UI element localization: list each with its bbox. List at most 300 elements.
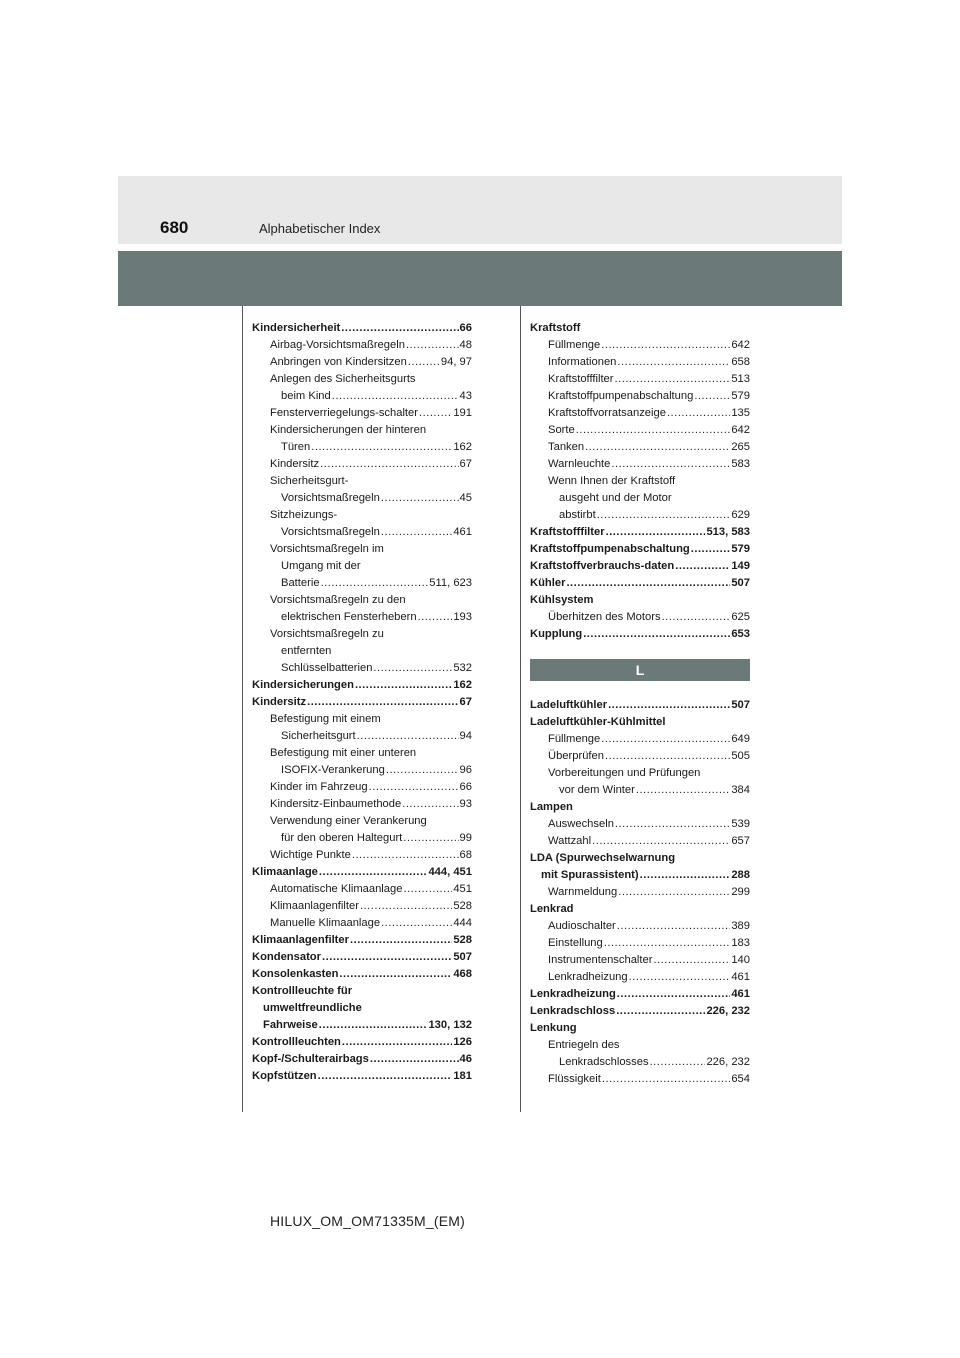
page-reference: 66 <box>459 781 472 793</box>
index-sub-entry <box>252 660 472 677</box>
page-reference: 68 <box>459 849 472 861</box>
dot-leader <box>604 935 731 952</box>
dot-leader <box>403 881 452 898</box>
index-term: umweltfreundliche <box>263 1002 362 1014</box>
index-main-entry <box>530 697 750 714</box>
index-sub-entry <box>252 337 472 354</box>
dot-leader <box>408 354 440 371</box>
index-main-entry <box>530 901 750 918</box>
index-sub-entry <box>252 779 472 796</box>
index-term: Überhitzen des Motors <box>548 611 661 623</box>
page-reference: 67 <box>459 458 472 470</box>
left-column-rule <box>242 306 243 1112</box>
dot-leader <box>357 728 459 745</box>
page-reference: 461 <box>731 971 750 983</box>
index-sub-entry <box>530 388 750 405</box>
dot-leader <box>322 949 452 966</box>
page-reference: 642 <box>731 424 750 436</box>
index-sub-entry <box>530 816 750 833</box>
index-term: Instrumentenschalter <box>548 954 653 966</box>
index-sub-entry <box>530 422 750 439</box>
page-reference: 384 <box>731 784 750 796</box>
index-sub-entry <box>252 592 472 609</box>
dot-leader <box>381 915 452 932</box>
dot-leader <box>629 969 731 986</box>
page-reference: 468 <box>453 968 472 980</box>
index-main-entry <box>530 867 750 884</box>
page-reference: 45 <box>459 492 472 504</box>
index-term: Batterie <box>281 577 320 589</box>
page-reference: 511, 623 <box>429 577 472 589</box>
dot-leader <box>605 748 730 765</box>
index-term: Kopf-/Schulterairbags <box>252 1053 369 1065</box>
index-sub-entry <box>252 609 472 626</box>
dot-leader <box>373 660 452 677</box>
index-main-entry <box>530 1003 750 1020</box>
index-sub-entry <box>252 405 472 422</box>
page-reference: 46 <box>459 1053 472 1065</box>
dot-leader <box>369 779 459 796</box>
index-sub-entry <box>530 918 750 935</box>
page-reference: 140 <box>731 954 750 966</box>
index-term: Wattzahl <box>548 835 592 847</box>
dot-leader <box>667 405 730 422</box>
page-reference: 66 <box>459 322 472 334</box>
page-reference: 579 <box>731 390 750 402</box>
index-term: Lenkradschlosses <box>559 1056 649 1068</box>
index-sub-entry <box>530 405 750 422</box>
dot-leader <box>355 677 452 694</box>
index-term: Kindersitz <box>270 458 320 470</box>
index-term: Befestigung mit einem <box>270 713 381 725</box>
page-reference: 444, 451 <box>428 866 472 878</box>
index-term: Fahrweise <box>263 1019 318 1031</box>
dot-leader <box>617 918 731 935</box>
page-reference: 48 <box>459 339 472 351</box>
dot-leader <box>318 1068 453 1085</box>
dot-leader <box>662 609 731 626</box>
index-column-left <box>252 320 472 1085</box>
dot-leader <box>307 694 458 711</box>
index-sub-entry <box>530 1037 750 1054</box>
page-reference: 629 <box>731 509 750 521</box>
index-term: Auswechseln <box>548 818 614 830</box>
index-column-right <box>530 320 750 1088</box>
index-main-entry <box>530 575 750 592</box>
index-sub-entry <box>252 473 472 490</box>
index-main-entry <box>252 983 472 1000</box>
index-term: Lenkradschloss <box>530 1005 616 1017</box>
page-reference: 43 <box>459 390 472 402</box>
index-main-entry <box>252 1000 472 1017</box>
index-term: Kontrollleuchte für <box>252 985 353 997</box>
dot-leader <box>606 524 706 541</box>
index-term: Automatische Klimaanlage <box>270 883 403 895</box>
dot-leader <box>615 816 730 833</box>
index-term: Sitzheizungs- <box>270 509 338 521</box>
index-main-entry <box>252 1051 472 1068</box>
index-sub-entry <box>252 490 472 507</box>
page-reference: 657 <box>731 835 750 847</box>
index-term: vor dem Winter <box>559 784 635 796</box>
index-main-entry <box>530 986 750 1003</box>
index-main-entry <box>530 524 750 541</box>
index-term: für den oberen Haltegurt <box>281 832 403 844</box>
dot-leader <box>332 388 459 405</box>
index-sub-entry <box>530 952 750 969</box>
index-term: entfernten <box>281 645 332 657</box>
dot-leader <box>675 558 730 575</box>
index-sub-entry <box>530 337 750 354</box>
dot-leader <box>694 388 730 405</box>
page-reference: 288 <box>731 869 750 881</box>
index-sub-entry <box>252 796 472 813</box>
header-band <box>118 176 842 244</box>
dot-leader <box>691 541 731 558</box>
index-term: Lenkung <box>530 1022 577 1034</box>
index-term: Füllmenge <box>548 733 601 745</box>
dot-leader <box>601 337 730 354</box>
index-sub-entry <box>252 711 472 728</box>
index-term: Ladeluftkühler <box>530 699 608 711</box>
page-reference: 99 <box>459 832 472 844</box>
page-reference: 625 <box>731 611 750 623</box>
dot-leader <box>406 337 459 354</box>
page-reference: 513 <box>731 373 750 385</box>
page-reference: 583 <box>731 458 750 470</box>
index-sub-entry <box>252 830 472 847</box>
index-term: Kindersicherungen <box>252 679 354 691</box>
index-term: Sicherheitsgurt <box>281 730 356 742</box>
index-main-entry <box>252 320 472 337</box>
page-reference: 505 <box>731 750 750 762</box>
index-term: Kondensator <box>252 951 321 963</box>
dot-leader <box>339 966 452 983</box>
index-term: Lenkradheizung <box>530 988 616 1000</box>
index-term: Anlegen des Sicherheitsgurts <box>270 373 416 385</box>
index-term: Sorte <box>548 424 575 436</box>
index-term: Vorsichtsmaßregeln <box>281 492 380 504</box>
page-reference: 579 <box>731 543 750 555</box>
index-term: Lampen <box>530 801 573 813</box>
dot-leader <box>320 456 458 473</box>
page-reference: 226, 232 <box>706 1056 750 1068</box>
index-sub-entry <box>252 524 472 541</box>
page-reference: 162 <box>453 441 472 453</box>
index-sub-entry <box>530 833 750 850</box>
index-term: Vorsichtsmaßregeln zu <box>270 628 384 640</box>
index-term: Flüssigkeit <box>548 1073 601 1085</box>
dot-leader <box>650 1054 706 1071</box>
page-reference: 532 <box>453 662 472 674</box>
index-term: Vorsichtsmaßregeln zu den <box>270 594 406 606</box>
index-sub-entry <box>530 507 750 524</box>
dot-leader <box>592 833 730 850</box>
index-term: Lenkrad <box>530 903 574 915</box>
index-term: Füllmenge <box>548 339 601 351</box>
index-term: LDA (Spurwechselwarnung <box>530 852 676 864</box>
index-term: Kraftstoff <box>530 322 581 334</box>
index-main-entry <box>530 1020 750 1037</box>
index-sub-entry <box>252 388 472 405</box>
page-reference: 94, 97 <box>440 356 472 368</box>
index-sub-entry <box>252 456 472 473</box>
page-reference: 653 <box>731 628 750 640</box>
index-term: Ladeluftkühler-Kühlmittel <box>530 716 666 728</box>
dot-leader <box>611 456 730 473</box>
page-reference: 130, 132 <box>428 1019 472 1031</box>
index-sub-entry <box>530 371 750 388</box>
page-reference: 126 <box>453 1036 472 1048</box>
dot-leader <box>597 507 731 524</box>
index-main-entry <box>252 1034 472 1051</box>
page-reference: 642 <box>731 339 750 351</box>
index-term: Kindersitz-Einbaumethode <box>270 798 402 810</box>
page-reference: 135 <box>731 407 750 419</box>
dot-leader <box>608 697 730 714</box>
index-sub-entry <box>252 898 472 915</box>
index-main-entry <box>252 864 472 881</box>
dot-leader <box>360 898 452 915</box>
index-term: Informationen <box>548 356 617 368</box>
page-reference: 96 <box>459 764 472 776</box>
dot-leader <box>370 1051 459 1068</box>
index-sub-entry <box>252 626 472 643</box>
page-reference: 451 <box>453 883 472 895</box>
index-term: Warnmeldung <box>548 886 618 898</box>
index-sub-entry <box>252 354 472 371</box>
index-term: Audioschalter <box>548 920 616 932</box>
index-sub-entry <box>530 731 750 748</box>
page-reference: 507 <box>453 951 472 963</box>
index-term: Kindersitz <box>252 696 307 708</box>
page-reference: 649 <box>731 733 750 745</box>
page-reference: 181 <box>453 1070 472 1082</box>
index-term: Kühler <box>530 577 566 589</box>
dot-leader <box>418 609 453 626</box>
page-reference: 507 <box>731 577 750 589</box>
index-main-entry <box>252 1017 472 1034</box>
index-sub-entry <box>252 371 472 388</box>
index-term: Kindersicherheit <box>252 322 341 334</box>
index-main-entry <box>530 558 750 575</box>
right-column-rule <box>520 306 521 1112</box>
dot-leader <box>352 847 459 864</box>
dot-leader <box>615 371 731 388</box>
dot-leader <box>636 782 730 799</box>
page-reference: 93 <box>459 798 472 810</box>
index-term: Kinder im Fahrzeug <box>270 781 368 793</box>
dot-leader <box>617 354 730 371</box>
index-main-entry <box>530 850 750 867</box>
index-term: Kühlsystem <box>530 594 594 606</box>
dot-leader <box>585 439 730 456</box>
index-sub-entry <box>252 847 472 864</box>
index-term: Kontrollleuchten <box>252 1036 341 1048</box>
index-term: Schlüsselbatterien <box>281 662 373 674</box>
index-sub-entry <box>530 490 750 507</box>
index-term: Klimaanlage <box>252 866 318 878</box>
page-reference: 265 <box>731 441 750 453</box>
page-reference: 94 <box>459 730 472 742</box>
dot-leader <box>321 575 429 592</box>
index-sub-entry <box>252 575 472 592</box>
index-sub-entry <box>252 541 472 558</box>
page-reference: 193 <box>453 611 472 623</box>
index-sub-entry <box>252 422 472 439</box>
page-reference: 299 <box>731 886 750 898</box>
dot-leader <box>576 422 731 439</box>
page-reference: 528 <box>453 900 472 912</box>
page-number: 680 <box>160 218 189 237</box>
index-term: Kraftstoffverbrauchs-daten <box>530 560 675 572</box>
page-reference: 191 <box>453 407 472 419</box>
dot-leader <box>341 320 458 337</box>
page-reference: 67 <box>459 696 472 708</box>
index-sub-entry <box>530 969 750 986</box>
index-term: Klimaanlagenfilter <box>270 900 359 912</box>
index-term: Entriegeln des <box>548 1039 620 1051</box>
index-main-entry <box>252 966 472 983</box>
title-bar <box>118 251 842 306</box>
dot-leader <box>419 405 452 422</box>
index-term: Verwendung einer Verankerung <box>270 815 427 827</box>
page-reference: 528 <box>453 934 472 946</box>
dot-leader <box>640 867 731 884</box>
dot-leader <box>583 626 730 643</box>
index-term: abstirbt <box>559 509 596 521</box>
index-term: beim Kind <box>281 390 331 402</box>
index-sub-entry <box>530 1054 750 1071</box>
index-main-entry <box>252 1068 472 1085</box>
dot-leader <box>342 1034 452 1051</box>
page-reference: 183 <box>731 937 750 949</box>
index-main-entry <box>530 799 750 816</box>
index-sub-entry <box>530 456 750 473</box>
index-term: Überprüfen <box>548 750 604 762</box>
index-sub-entry <box>252 728 472 745</box>
index-sub-entry <box>252 507 472 524</box>
index-term: Vorsichtsmaßregeln <box>281 526 380 538</box>
dot-leader <box>350 932 452 949</box>
index-main-entry <box>252 694 472 711</box>
index-sub-entry <box>530 609 750 626</box>
dot-leader <box>601 731 730 748</box>
index-sub-entry <box>530 765 750 782</box>
page-reference: 149 <box>731 560 750 572</box>
index-sub-entry <box>252 558 472 575</box>
index-sub-entry <box>530 884 750 901</box>
index-main-entry <box>252 677 472 694</box>
page-reference: 461 <box>731 988 750 1000</box>
index-sub-entry <box>252 813 472 830</box>
index-term: Kupplung <box>530 628 583 640</box>
index-term: Tanken <box>548 441 585 453</box>
dot-leader <box>402 796 458 813</box>
index-term: Lenkradheizung <box>548 971 628 983</box>
index-main-entry <box>530 592 750 609</box>
index-sub-entry <box>530 935 750 952</box>
index-sub-entry <box>252 643 472 660</box>
page-reference: 513, 583 <box>706 526 750 538</box>
index-main-entry <box>530 714 750 731</box>
dot-leader <box>381 524 452 541</box>
index-term: Anbringen von Kindersitzen <box>270 356 407 368</box>
page-reference: 389 <box>731 920 750 932</box>
dot-leader <box>602 1071 730 1088</box>
index-term: Manuelle Klimaanlage <box>270 917 381 929</box>
index-term: Sicherheitsgurt- <box>270 475 349 487</box>
dot-leader <box>616 1003 705 1020</box>
index-sub-entry <box>530 473 750 490</box>
document-code: HILUX_OM_OM71335M_(EM) <box>270 1213 466 1229</box>
index-main-entry <box>530 541 750 558</box>
index-main-entry <box>530 626 750 643</box>
dot-leader <box>386 762 459 779</box>
index-sub-entry <box>530 354 750 371</box>
index-term: Wenn Ihnen der Kraftstoff <box>548 475 676 487</box>
page-reference: 654 <box>731 1073 750 1085</box>
index-term: Konsolenkasten <box>252 968 339 980</box>
index-term: Vorbereitungen und Prüfungen <box>548 767 701 779</box>
dot-leader <box>653 952 730 969</box>
page-reference: 226, 232 <box>706 1005 750 1017</box>
dot-leader <box>319 864 428 881</box>
dot-leader <box>381 490 459 507</box>
index-term: Kraftstoffpumpenabschaltung <box>530 543 690 555</box>
index-main-entry <box>530 320 750 337</box>
index-sub-entry <box>252 745 472 762</box>
dot-leader <box>403 830 458 847</box>
dot-leader <box>566 575 730 592</box>
dot-leader <box>618 884 730 901</box>
index-group-k <box>530 320 750 643</box>
index-sub-entry <box>530 782 750 799</box>
dot-leader <box>617 986 731 1003</box>
dot-leader <box>319 1017 428 1034</box>
index-term: Airbag-Vorsichtsmaßregeln <box>270 339 405 351</box>
index-term: Wichtige Punkte <box>270 849 351 861</box>
letter-heading: L <box>530 659 750 681</box>
index-sub-entry <box>530 748 750 765</box>
index-term: elektrischen Fensterhebern <box>281 611 417 623</box>
index-term: Klimaanlagenfilter <box>252 934 349 946</box>
index-sub-entry <box>530 1071 750 1088</box>
index-term: Umgang mit der <box>281 560 361 572</box>
page-reference: 444 <box>453 917 472 929</box>
index-term: mit Spurassistent) <box>541 869 639 881</box>
index-term: Fensterverriegelungs-schalter <box>270 407 418 419</box>
section-title: Alphabetischer Index <box>259 221 381 236</box>
index-term: Kopfstützen <box>252 1070 317 1082</box>
index-term: Warnleuchte <box>548 458 611 470</box>
index-term: Befestigung mit einer unteren <box>270 747 417 759</box>
page-reference: 658 <box>731 356 750 368</box>
page-reference: 507 <box>731 699 750 711</box>
index-sub-entry <box>252 915 472 932</box>
index-term: Kraftstofffilter <box>530 526 605 538</box>
index-sub-entry <box>252 762 472 779</box>
dot-leader <box>311 439 452 456</box>
index-term: ISOFIX-Verankerung <box>281 764 385 776</box>
index-sub-entry <box>252 881 472 898</box>
index-term: Kraftstoffvorratsanzeige <box>548 407 666 419</box>
index-main-entry <box>252 949 472 966</box>
index-term: Türen <box>281 441 311 453</box>
index-group-l <box>530 697 750 1088</box>
index-main-entry <box>252 932 472 949</box>
index-term: Kindersicherungen der hinteren <box>270 424 427 436</box>
